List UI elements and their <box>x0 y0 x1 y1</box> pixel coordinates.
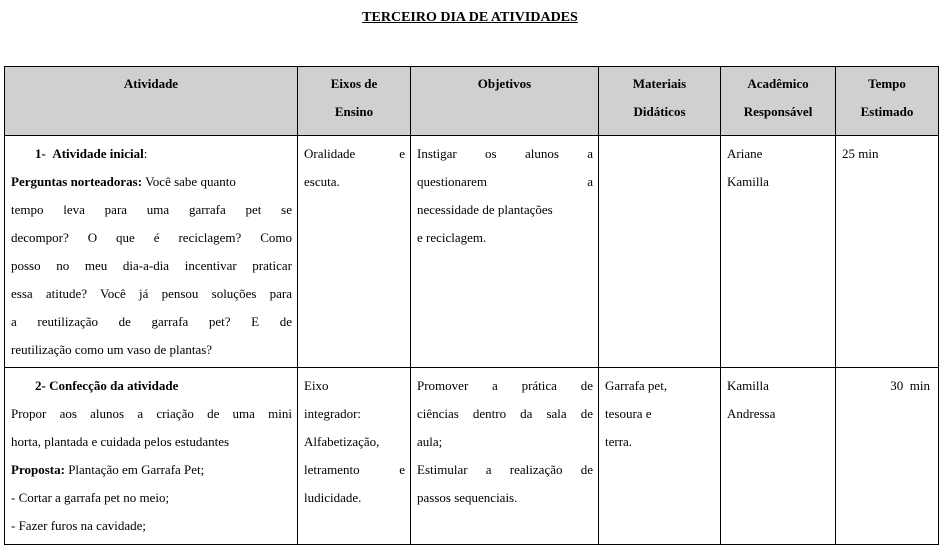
header-objetivos: Objetivos <box>411 67 599 136</box>
table-row <box>5 136 939 368</box>
cell-academico: Kamilla Andressa <box>721 368 836 545</box>
cell-materiais: Garrafa pet, tesoura e terra. <box>599 368 721 545</box>
activities-table <box>4 66 939 545</box>
cell-objetivos: Instigar os alunos a questionarem a necessidade de plantações e reciclagem. <box>411 136 599 368</box>
header-academico: Acadêmico Responsável <box>721 67 836 136</box>
cell-eixos: Eixo integrador: Alfabetização, letramento e ludicidade. <box>298 368 411 545</box>
activity-heading: 1- Atividade inicial: <box>35 146 148 161</box>
header-eixos: Eixos de Ensino <box>298 67 411 136</box>
cell-materiais <box>599 136 721 368</box>
cell-atividade: 2- Confecção da atividade Propor aos alunos a criação de uma mini horta, plantada e cuidada pelos estudantes Proposta: Plantação em Garrafa Pet; - Cortar a garrafa pet no meio; - Fazer furos na cavidade; <box>5 368 298 545</box>
header-tempo: Tempo Estimado <box>836 67 939 136</box>
page-title: TERCEIRO DIA DE ATIVIDADES <box>362 10 578 25</box>
cell-tempo: 25 min <box>836 136 939 368</box>
header-materiais: Materiais Didáticos <box>599 67 721 136</box>
header-atividade: Atividade <box>5 67 298 136</box>
cell-academico: Ariane Kamilla <box>721 136 836 368</box>
cell-eixos: Oralidade e escuta. <box>298 136 411 368</box>
activity-heading: 2- Confecção da atividade <box>35 378 179 393</box>
table-row <box>5 368 939 545</box>
cell-tempo: 30 min <box>836 368 939 545</box>
cell-atividade: 1- Atividade inicial: Perguntas norteadoras: Você sabe quanto tempo leva para uma garrafa pet se decompor? O que é reciclagem? Como posso no meu dia-a-dia incentivar praticar essa atitude? Você já pensou soluções para a reutilização de garrafa pet? E de reutilização como um vaso de plantas? <box>5 136 298 368</box>
cell-objetivos: Promover a prática de ciências dentro da sala de aula; Estimular a realização de passos sequenciais. <box>411 368 599 545</box>
header-row <box>5 67 939 136</box>
